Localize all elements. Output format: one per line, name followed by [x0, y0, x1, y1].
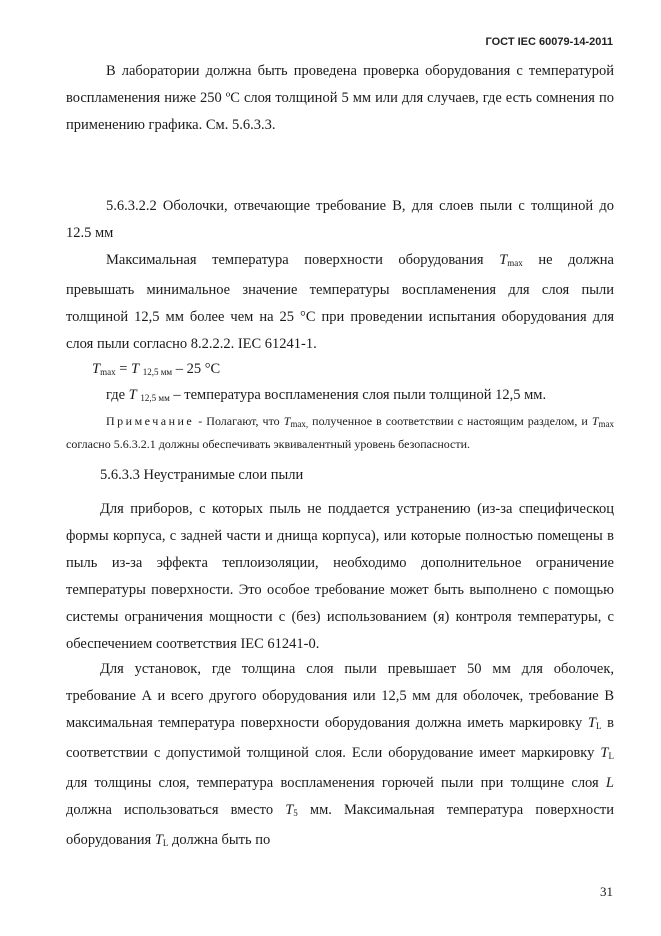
- paragraph-non-removable-dust: Для приборов, с которых пыль не поддается устранению (из-за специфическоц формы корпуса, с задней части и днища корпуса), или которые полностью помещены в пыль из-за эффекта теплоизоляции, необходимо дополнительное ограничение температуры поверхности. Это особое требование может быть выполнено с помощью системы ограничения мощности с (без) использованием (я) контроля температуры, с обеспечением соответствия IEC 61241-0.: [66, 501, 614, 652]
- note-label: Примечание: [106, 414, 195, 428]
- note-paragraph: Примечание - Полагают, что $T_{max,}$ полученное в соответствии с настоящим разделом, и $T_{max}$ согласно 5.6.3.2.1 должны обеспечивать эквивалентный уровень безопасности.: [66, 414, 614, 451]
- heading-5-6-3-3: 5.6.3.3 Неустранимые слои пыли: [100, 467, 304, 483]
- heading-5-6-3-2-2: 5.6.3.2.2 Оболочки, отвечающие требование В, для слоев пыли с толщиной до 12.5 мм: [66, 198, 614, 241]
- formula-tmax: $T_{max} = T$ $_{12,5 мм}$ – 25 °С: [92, 361, 221, 377]
- page-number: 31: [600, 884, 613, 899]
- paragraph-lab-check: В лаборатории должна быть проведена проверка оборудования с температурой воспламенения ниже 250 ºС слоя толщиной 5 мм или для случаев, где есть сомнения по применению графика. См. 5.6.3.3.: [66, 63, 614, 133]
- paragraph-installations: Для установок, где толщина слоя пыли превышает 50 мм для оболочек, требование А и всего другого оборудования или 12,5 мм для оболочек, требование В максимальная температура поверхности оборудования должна иметь маркировку $T_L$ в соответствии с допустимой толщиной слоя. Если оборудование имеет маркировку $T_L$ для толщины слоя, температура воспламенения горючей пыли при толщине слоя L должна использоваться вместо $T_5$ мм. Максимальная температура поверхности оборудования $T_L$ должна быть по: [66, 661, 614, 848]
- paragraph-max-temperature: Максимальная температура поверхности оборудования $T_{max}$ не должна превышать минимальное значение температуры воспламенения для слоя пыли толщиной 12,5 мм более чем на 25 °С при проведении испытания оборудования для слоя пыли согласно 8.2.2.2. IEC 61241-1.: [66, 252, 614, 352]
- formula-where: где T $_{12,5 мм}$ – температура воспламенения слоя пыли толщиной 12,5 мм.: [106, 387, 547, 403]
- document-header: ГОСТ IEC 60079-14-2011: [485, 36, 613, 48]
